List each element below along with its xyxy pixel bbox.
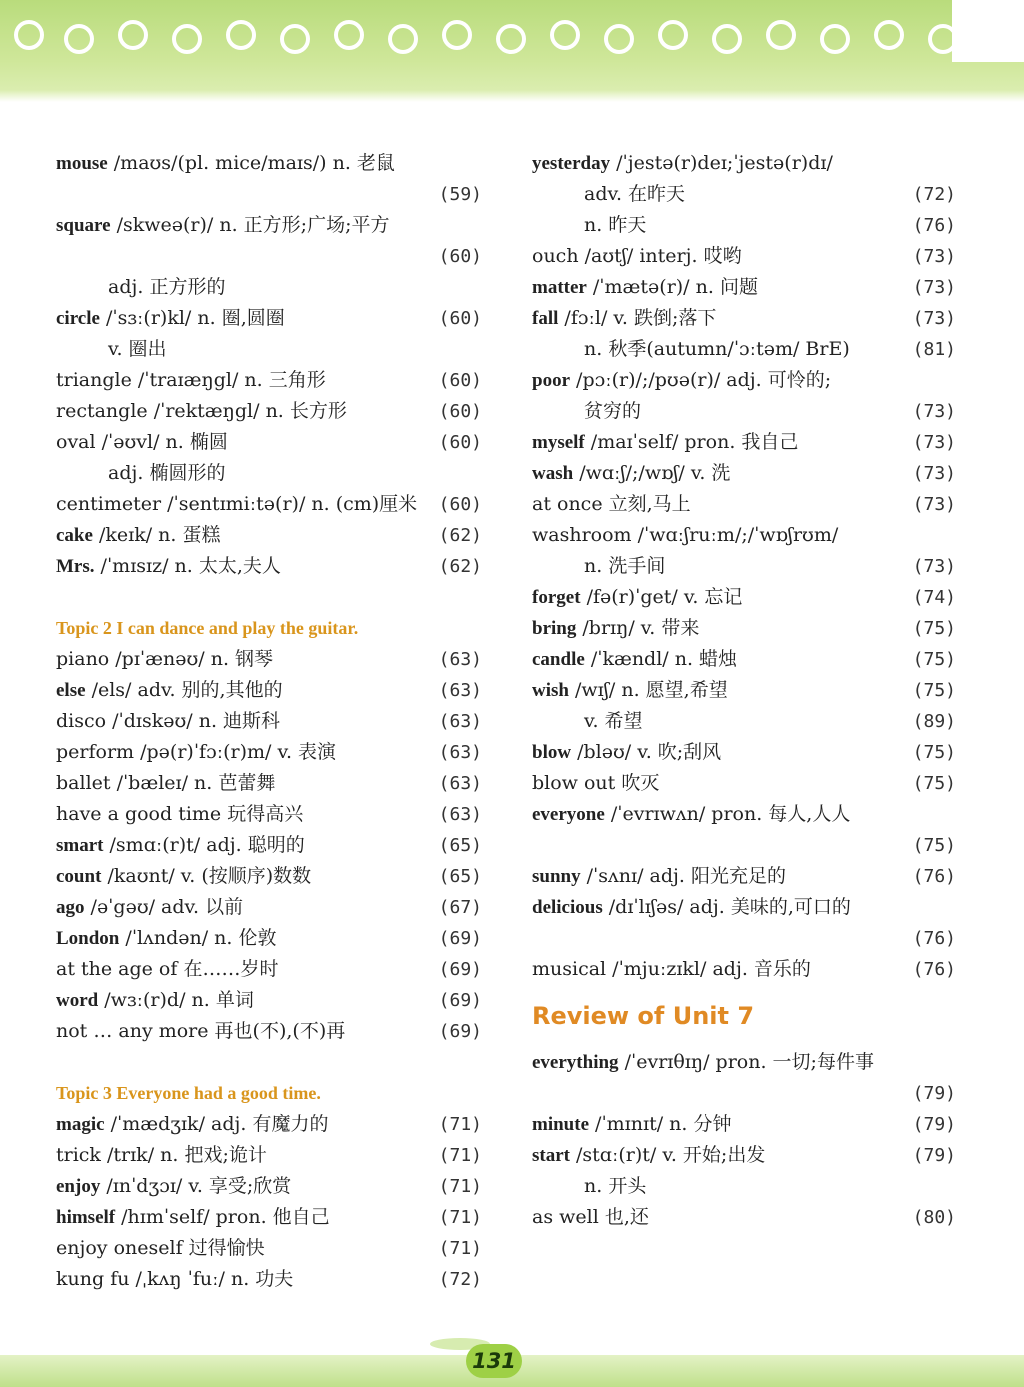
vocab-list-topic2	[56, 644, 486, 1047]
definition: n. 洗手间	[584, 555, 666, 577]
headword: ago	[56, 897, 85, 918]
vocab-entry	[532, 1109, 960, 1140]
headword: everyone	[532, 804, 605, 825]
definition: not … any more 再也(不),(不)再	[56, 1020, 346, 1042]
headword: word	[56, 990, 99, 1011]
definition: rectangle /ˈrektæŋgl/ n. 长方形	[56, 400, 347, 422]
review-heading: Review of Unit 7	[532, 1002, 755, 1030]
definition: /ˈsʌnɪ/ adj. 阳光充足的	[580, 865, 786, 887]
ring-decoration	[766, 20, 796, 50]
headword: Mrs.	[56, 556, 95, 577]
page-reference: (60)	[438, 370, 482, 391]
definition: n. 开头	[584, 1175, 647, 1197]
definition: /maʊs/(pl. mice/maɪs/) n. 老鼠	[107, 152, 395, 174]
definition: /maɪˈself/ pron. 我自己	[584, 431, 799, 453]
definition: /dɪˈlɪʃəs/ adj. 美味的,可口的	[602, 896, 851, 918]
ring-decoration	[388, 24, 418, 54]
vocab-entry	[56, 985, 486, 1016]
vocab-entry	[56, 210, 486, 241]
vocab-entry	[56, 923, 486, 954]
headword: bring	[532, 618, 577, 639]
page-reference: (73)	[912, 463, 956, 484]
page-reference: (75)	[912, 618, 956, 639]
vocab-entry	[56, 551, 486, 582]
definition: /skweə(r)/ n. 正方形;广场;平方	[110, 214, 390, 236]
vocab-entry	[56, 1171, 486, 1202]
definition: ouch /aʊtʃ/ interj. 哎哟	[532, 245, 742, 267]
vocab-entry	[56, 768, 486, 799]
vocab-entry	[56, 892, 486, 923]
definition: washroom /ˈwɑːʃruːm/;/ˈwɒʃrʊm/	[532, 524, 839, 546]
headword: start	[532, 1145, 570, 1166]
left-column	[56, 148, 486, 1295]
definition: /wɪʃ/ n. 愿望,希望	[568, 679, 728, 701]
ring-decoration	[334, 20, 364, 50]
definition: triangle /ˈtraɪæŋgl/ n. 三角形	[56, 369, 326, 391]
vocab-entry	[56, 1140, 486, 1171]
page-reference: (73)	[912, 556, 956, 577]
definition: /brɪŋ/ v. 带来	[576, 617, 700, 639]
definition: /ˈsɜː(r)kl/ n. 圈,圆圈	[99, 307, 285, 329]
vocab-entry	[532, 644, 960, 675]
vocab-entry	[532, 830, 960, 861]
page-reference: (60)	[438, 494, 482, 515]
headword: poor	[532, 370, 570, 391]
definition: /ˈlʌndən/ n. 伦敦	[119, 927, 277, 949]
page-reference: (76)	[912, 866, 956, 887]
vocab-entry	[532, 551, 960, 582]
definition: /ˈmɪnɪt/ n. 分钟	[589, 1113, 732, 1135]
definition: /ˈjestə(r)deɪ;ˈjestə(r)dɪ/	[610, 152, 833, 174]
definition: /els/ adv. 别的,其他的	[85, 679, 283, 701]
headword: circle	[56, 308, 100, 329]
vocab-entry	[532, 179, 960, 210]
page-reference: (71)	[438, 1238, 482, 1259]
vocab-entry	[56, 1264, 486, 1295]
definition: /ɪnˈdʒɔɪ/ v. 享受;欣赏	[100, 1175, 292, 1197]
vocab-entry	[532, 582, 960, 613]
vocab-entry	[532, 892, 960, 923]
page-reference: (79)	[912, 1145, 956, 1166]
page-reference: (73)	[912, 401, 956, 422]
vocab-entry	[532, 365, 960, 396]
headword: minute	[532, 1114, 589, 1135]
vocab-entry	[56, 334, 486, 365]
page-reference: (75)	[912, 835, 956, 856]
vocab-entry	[532, 489, 960, 520]
vocab-entry	[532, 1047, 960, 1078]
ring-decoration	[820, 24, 850, 54]
ring-decoration	[658, 20, 688, 50]
page-reference: (60)	[438, 432, 482, 453]
page-reference: (60)	[438, 401, 482, 422]
page-reference: (72)	[438, 1269, 482, 1290]
headword: everything	[532, 1052, 619, 1073]
headword: magic	[56, 1114, 105, 1135]
definition: enjoy oneself 过得愉快	[56, 1237, 265, 1259]
definition: trick /trɪk/ n. 把戏;诡计	[56, 1144, 267, 1166]
headword: yesterday	[532, 153, 611, 174]
headword: delicious	[532, 897, 603, 918]
vocab-entry	[532, 675, 960, 706]
definition: /wɑːʃ/;/wɒʃ/ v. 洗	[573, 462, 731, 484]
definition: blow out 吹灭	[532, 772, 660, 794]
vocab-list-topic3-cont	[532, 148, 960, 985]
page-reference: (79)	[912, 1114, 956, 1135]
definition: n. 昨天	[584, 214, 647, 236]
ring-decoration	[496, 24, 526, 54]
ring-decoration	[550, 20, 580, 50]
definition: /keɪk/ n. 蛋糕	[92, 524, 221, 546]
vocab-entry	[532, 303, 960, 334]
definition: ballet /ˈbæleɪ/ n. 芭蕾舞	[56, 772, 276, 794]
headword: matter	[532, 277, 587, 298]
definition: disco /ˈdɪskəʊ/ n. 迪斯科	[56, 710, 281, 732]
page-reference: (76)	[912, 215, 956, 236]
vocab-entry	[56, 303, 486, 334]
headword: mouse	[56, 153, 108, 174]
definition: adv. 在昨天	[584, 183, 686, 205]
page-reference: (73)	[912, 432, 956, 453]
vocab-entry	[56, 1109, 486, 1140]
vocab-entry	[56, 272, 486, 303]
vocab-entry	[532, 148, 960, 179]
vocab-entry	[532, 272, 960, 303]
vocab-entry	[532, 613, 960, 644]
page-reference: (73)	[912, 277, 956, 298]
page-reference: (60)	[438, 246, 482, 267]
vocab-entry	[56, 675, 486, 706]
definition: perform /pə(r)ˈfɔː(r)m/ v. 表演	[56, 741, 337, 763]
page-reference: (63)	[438, 680, 482, 701]
vocab-entry	[532, 241, 960, 272]
page-reference: (76)	[912, 959, 956, 980]
ring-decoration	[874, 20, 904, 50]
vocab-entry	[532, 706, 960, 737]
vocab-entry	[532, 334, 960, 365]
headword: blow	[532, 742, 572, 763]
vocab-entry	[56, 365, 486, 396]
page-reference: (63)	[438, 742, 482, 763]
definition: musical /ˈmjuːzɪkl/ adj. 音乐的	[532, 958, 811, 980]
definition: v. 圈出	[108, 338, 167, 360]
vocab-entry	[532, 799, 960, 830]
vocab-entry	[56, 148, 486, 179]
vocab-entry	[56, 737, 486, 768]
definition: /ˈevrɪθɪŋ/ pron. 一切;每件事	[618, 1051, 874, 1073]
vocab-entry	[532, 1202, 960, 1233]
definition: /əˈgəʊ/ adv. 以前	[84, 896, 244, 918]
definition: /smɑː(r)t/ adj. 聪明的	[103, 834, 305, 856]
headword: count	[56, 866, 102, 887]
page-reference: (69)	[438, 928, 482, 949]
vocab-entry	[56, 1016, 486, 1047]
page-reference: (63)	[438, 649, 482, 670]
definition: centimeter /ˈsentɪmiːtə(r)/ n. (cm)厘米	[56, 493, 418, 515]
ring-decoration	[442, 20, 472, 50]
definition: /hɪmˈself/ pron. 他自己	[115, 1206, 330, 1228]
page-reference: (76)	[912, 928, 956, 949]
definition: /bləʊ/ v. 吹;刮风	[571, 741, 722, 763]
headword: candle	[532, 649, 585, 670]
vocab-entry	[56, 489, 486, 520]
vocab-entry	[532, 458, 960, 489]
header-corner	[952, 0, 1024, 62]
vocab-entry	[56, 799, 486, 830]
page-reference: (75)	[912, 649, 956, 670]
page-reference: (89)	[912, 711, 956, 732]
ring-decoration	[280, 24, 310, 54]
vocab-entry	[56, 1233, 486, 1264]
page-reference: (75)	[912, 680, 956, 701]
vocab-entry	[56, 830, 486, 861]
page-reference: (71)	[438, 1176, 482, 1197]
headword: wash	[532, 463, 574, 484]
page-reference: (65)	[438, 866, 482, 887]
definition: as well 也,还	[532, 1206, 649, 1228]
headword: enjoy	[56, 1176, 101, 1197]
vocab-entry	[56, 179, 486, 210]
definition: have a good time 玩得高兴	[56, 803, 304, 825]
page-reference: (67)	[438, 897, 482, 918]
ring-decoration	[604, 24, 634, 54]
vocab-entry	[532, 1140, 960, 1171]
page-reference: (69)	[438, 990, 482, 1011]
vocab-entry	[532, 1078, 960, 1109]
vocab-entry	[56, 644, 486, 675]
right-column	[532, 148, 960, 1233]
headword: wish	[532, 680, 569, 701]
page-reference: (60)	[438, 308, 482, 329]
page-reference: (73)	[912, 308, 956, 329]
headword: else	[56, 680, 86, 701]
page-reference: (71)	[438, 1207, 482, 1228]
vocab-entry	[56, 458, 486, 489]
vocab-list-topic3	[56, 1109, 486, 1295]
headword: London	[56, 928, 120, 949]
headword: fall	[532, 308, 559, 329]
page-reference: (72)	[912, 184, 956, 205]
ring-decoration	[712, 24, 742, 54]
definition: /fə(r)ˈget/ v. 忘记	[580, 586, 743, 608]
definition: /fɔːl/ v. 跌倒;落下	[558, 307, 717, 329]
vocab-entry	[532, 737, 960, 768]
page-reference: (73)	[912, 246, 956, 267]
definition: piano /pɪˈænəʊ/ n. 钢琴	[56, 648, 274, 670]
page-reference: (74)	[912, 587, 956, 608]
ring-decoration	[64, 24, 94, 54]
page-reference: (69)	[438, 1021, 482, 1042]
vocab-entry	[532, 427, 960, 458]
headword: smart	[56, 835, 104, 856]
headword: cake	[56, 525, 93, 546]
definition: oval /ˈəʊvl/ n. 椭圆	[56, 431, 228, 453]
ring-decoration	[172, 24, 202, 54]
vocab-entry	[532, 1171, 960, 1202]
headword: sunny	[532, 866, 581, 887]
headword: square	[56, 215, 111, 236]
page-reference: (71)	[438, 1114, 482, 1135]
page-reference: (62)	[438, 556, 482, 577]
definition: /ˈmætə(r)/ n. 问题	[586, 276, 758, 298]
vocab-entry	[532, 954, 960, 985]
definition: 贫穷的	[584, 400, 642, 422]
definition: adj. 正方形的	[108, 276, 226, 298]
page-reference: (63)	[438, 773, 482, 794]
headword: himself	[56, 1207, 116, 1228]
page-reference: (80)	[912, 1207, 956, 1228]
definition: /pɔː(r)/;/pʊə(r)/ adj. 可怜的;	[570, 369, 832, 391]
vocab-entry	[532, 396, 960, 427]
page-reference: (62)	[438, 525, 482, 546]
page-reference: (79)	[912, 1083, 956, 1104]
vocab-list-topic1	[56, 148, 486, 582]
vocab-entry	[56, 396, 486, 427]
vocab-entry	[532, 861, 960, 892]
page-reference: (63)	[438, 711, 482, 732]
definition: kung fu /ˌkʌŋ ˈfuː/ n. 功夫	[56, 1268, 294, 1290]
vocab-entry	[56, 427, 486, 458]
headword: forget	[532, 587, 581, 608]
definition: /ˈevrɪwʌn/ pron. 每人,人人	[604, 803, 851, 825]
definition: /ˈmædʒɪk/ adj. 有魔力的	[104, 1113, 329, 1135]
definition: at once 立刻,马上	[532, 493, 691, 515]
page-reference: (63)	[438, 804, 482, 825]
page-reference: (65)	[438, 835, 482, 856]
definition: n. 秋季(autumn/ˈɔːtəm/ BrE)	[584, 338, 850, 360]
page-number: 131	[466, 1344, 522, 1378]
vocab-list-review	[532, 1047, 960, 1233]
ring-decoration	[928, 24, 958, 54]
definition: /wɜː(r)d/ n. 单词	[98, 989, 254, 1011]
vocab-entry	[56, 954, 486, 985]
page-reference: (81)	[912, 339, 956, 360]
ring-decoration	[118, 20, 148, 50]
definition: at the age of 在……岁时	[56, 958, 279, 980]
topic-3-heading: Topic 3 Everyone had a good time.	[56, 1083, 321, 1103]
vocab-entry	[56, 520, 486, 551]
headword: myself	[532, 432, 585, 453]
vocab-entry	[532, 210, 960, 241]
page-reference: (75)	[912, 773, 956, 794]
ring-decoration	[226, 20, 256, 50]
page-reference: (71)	[438, 1145, 482, 1166]
vocab-entry	[56, 861, 486, 892]
page-reference: (75)	[912, 742, 956, 763]
definition: /kaʊnt/ v. (按顺序)数数	[101, 865, 312, 887]
vocab-entry	[56, 241, 486, 272]
definition: adj. 椭圆形的	[108, 462, 226, 484]
vocab-entry	[56, 706, 486, 737]
vocab-entry	[532, 520, 960, 551]
page-reference: (73)	[912, 494, 956, 515]
ring-decoration	[14, 20, 44, 50]
vocab-entry	[56, 1202, 486, 1233]
page-reference: (59)	[438, 184, 482, 205]
topic-2-heading: Topic 2 I can dance and play the guitar.	[56, 618, 359, 638]
definition: v. 希望	[584, 710, 643, 732]
vocab-entry	[532, 768, 960, 799]
vocab-entry	[532, 923, 960, 954]
definition: /ˈkændl/ n. 蜡烛	[584, 648, 738, 670]
page-reference: (69)	[438, 959, 482, 980]
definition: /stɑː(r)t/ v. 开始;出发	[569, 1144, 766, 1166]
definition: /ˈmɪsɪz/ n. 太太,夫人	[94, 555, 281, 577]
